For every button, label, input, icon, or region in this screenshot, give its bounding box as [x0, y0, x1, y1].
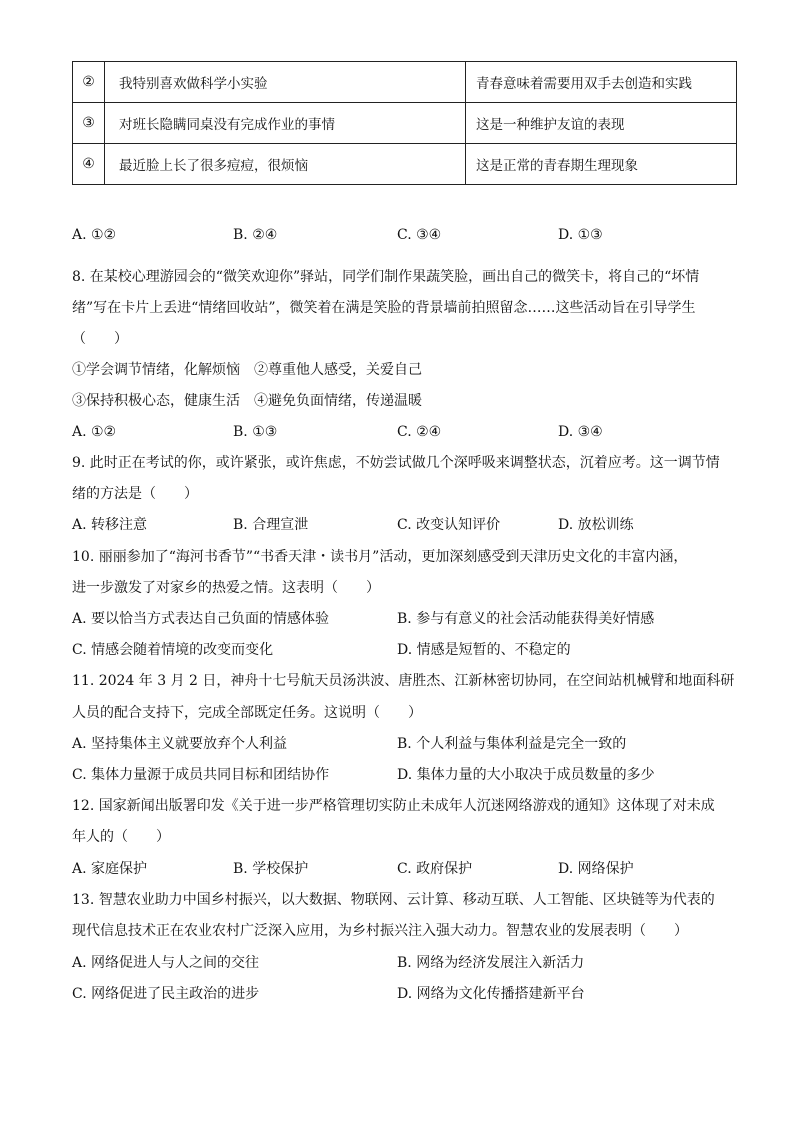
q9-option-b: B. 合理宣泄 — [233, 517, 309, 533]
q10-option-a: A. 要以恰当方式表达自己负面的情感体验 — [72, 611, 330, 627]
q10-option-b: B. 参与有意义的社会活动能获得美好情感 — [397, 611, 655, 627]
q8-option-a: A. ①② — [72, 424, 117, 440]
q13-option-d: D. 网络为文化传播搭建新平台 — [397, 986, 585, 1002]
q8-option-c: C. ②④ — [397, 424, 442, 440]
q13-option-b: B. 网络为经济发展注入新活力 — [397, 955, 585, 971]
answer-table — [72, 61, 737, 185]
table-cell-analysis: 这是一种维护友谊的表现 — [466, 103, 737, 144]
q9-stem-line: 绪的方法是（ ） — [72, 486, 198, 502]
q11-option-d: D. 集体力量的大小取决于成员数量的多少 — [397, 767, 655, 783]
q8-stem-line: 8. 在某校心理游园会的“微笑欢迎你”驿站，同学们制作果蔬笑脸，画出自己的微笑卡，将自己的“坏情 — [72, 269, 700, 285]
table-row — [73, 103, 737, 144]
q8-choice-line: ①学会调节情绪，化解烦恼 ②尊重他人感受，关爱自己 — [72, 362, 422, 378]
q11-option-c: C. 集体力量源于成员共同目标和团结协作 — [72, 767, 330, 783]
q13-option-a: A. 网络促进人与人之间的交往 — [72, 955, 260, 971]
q11-stem-line: 人员的配合支持下，完成全部既定任务。这说明（ ） — [72, 705, 422, 721]
q12-stem-line: 12. 国家新闻出版署印发《关于进一步严格管理切实防止未成年人沉迷网络游戏的通知》这体现了对未成 — [72, 798, 715, 814]
table-row — [73, 62, 737, 103]
q12-option-d: D. 网络保护 — [558, 861, 634, 877]
q10-stem-line: 进一步激发了对家乡的热爱之情。这表明（ ） — [72, 580, 380, 596]
table-row — [73, 144, 737, 185]
q7-option-b: B. ②④ — [233, 227, 278, 243]
q12-option-a: A. 家庭保护 — [72, 861, 148, 877]
q12-option-b: B. 学校保护 — [233, 861, 309, 877]
table-cell-number: ④ — [73, 144, 105, 185]
q8-option-d: D. ③④ — [558, 424, 603, 440]
q7-option-d: D. ①③ — [558, 227, 603, 243]
q11-stem-line: 11. 2024 年 3 月 2 日，神舟十七号航天员汤洪波、唐胜杰、江新林密切协同，在空间站机械臂和地面科研 — [72, 673, 735, 689]
table-cell-analysis: 青春意味着需要用双手去创造和实践 — [466, 62, 737, 103]
q10-option-c: C. 情感会随着情境的改变而变化 — [72, 642, 274, 658]
table-cell-number: ② — [73, 62, 105, 103]
q8-choice-line: ③保持积极心态，健康生活 ④避免负面情绪，传递温暖 — [72, 393, 422, 409]
q9-option-c: C. 改变认知评价 — [397, 517, 501, 533]
q10-option-d: D. 情感是短暂的、不稳定的 — [397, 642, 571, 658]
q7-option-a: A. ①② — [72, 227, 117, 243]
q8-stem-line: （ ） — [72, 331, 128, 347]
q9-option-a: A. 转移注意 — [72, 517, 148, 533]
q8-stem-line: 绪”写在卡片上丢进“情绪回收站”，微笑着在满是笑脸的背景墙前拍照留念……这些活动旨在引导学生 — [72, 300, 696, 316]
q9-option-d: D. 放松训练 — [558, 517, 634, 533]
table-cell-statement: 对班长隐瞒同桌没有完成作业的事情 — [105, 103, 466, 144]
q12-stem-line: 年人的（ ） — [72, 829, 170, 845]
q10-stem-line: 10. 丽丽参加了“海河书香节”“书香天津・读书月”活动，更加深刻感受到天津历史文化的丰富内涵， — [72, 549, 688, 565]
table-cell-statement: 最近脸上长了很多痘痘，很烦恼 — [105, 144, 466, 185]
q7-option-c: C. ③④ — [397, 227, 442, 243]
q11-option-a: A. 坚持集体主义就要放弃个人利益 — [72, 736, 288, 752]
table-cell-number: ③ — [73, 103, 105, 144]
table-cell-analysis: 这是正常的青春期生理现象 — [466, 144, 737, 185]
q13-option-c: C. 网络促进了民主政治的进步 — [72, 986, 260, 1002]
q11-option-b: B. 个人利益与集体利益是完全一致的 — [397, 736, 627, 752]
q8-option-b: B. ①③ — [233, 424, 278, 440]
q13-stem-line: 13. 智慧农业助力中国乡村振兴，以大数据、物联网、云计算、移动互联、人工智能、区块链等为代表的 — [72, 892, 715, 908]
q12-option-c: C. 政府保护 — [397, 861, 473, 877]
q9-stem-line: 9. 此时正在考试的你，或许紧张，或许焦虑，不妨尝试做几个深呼吸来调整状态，沉着应考。这一调节情 — [72, 455, 720, 471]
q13-stem-line: 现代信息技术正在农业农村广泛深入应用，为乡村振兴注入强大动力。智慧农业的发展表明（ ） — [72, 923, 688, 939]
table-cell-statement: 我特别喜欢做科学小实验 — [105, 62, 466, 103]
